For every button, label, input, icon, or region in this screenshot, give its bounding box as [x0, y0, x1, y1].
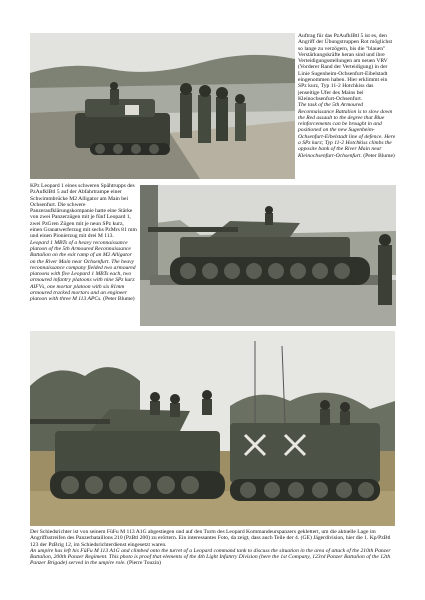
photo-leopard-bridge-image — [140, 185, 396, 326]
caption-bottom-credit: (Pierre Touzin) — [127, 560, 161, 567]
caption-bottom-english-text: An umpire has left his FüFu M 113 A1G and climbed onto the turret of a Leopard command tank to discuss the situation in the area of attack of the 210th Panzer Battalion, 200th Panzer Regiment. This photo is proof that elements of the 4th Light Infantry Division (here the 1st Company, 123rd Panzer Battalion of the 12th Panzer Brigade) served in the umpire role. — [30, 547, 391, 567]
caption-top-right-credit: (Peter Blume) — [363, 152, 395, 159]
caption-bottom-german: Der Schiedsrichter ist von seinem FüFu M 113 A1G abgestiegen und auf den Turm des Leopard Kommandeurspanzers geklettert, um die aktuelle Lage im Angriffsstreifen des Panzerbataillons 210 (PzBtl 200) zu erörtern. Ein interessantes Foto, da zeigt, dass auch Teile der 4. (GE) Jägerdivision, hier die 1. Kp/PzBtl 123 der PzBrig 12, im Schiedsrichterdienst eingesetzt waren. — [30, 529, 391, 548]
caption-top-right-german: Auftrag für das PzAufklBtl 5 ist es, den Angriff der Übungstruppen Rot möglichst so lange zu verzögern, bis die "blauen" Verstärkungskräfte heran sind und ihre Verteidigungsstellungen am neuen VRV (Vorderer Rand der Verteidigung) in der Linie Sugenheim-Ochsenfurt-Eibelstadt eingenommen haben. Hier erklimmt ein SPz kurz, Typ 11-2 Hotchkiss das jenseitige Ufer des Mains bei Kleinochsenfurt-Ochsenfurt. — [298, 33, 393, 102]
caption-bottom — [30, 529, 395, 567]
photo-leopard-bridge-ramp — [140, 185, 396, 326]
caption-bottom-english — [30, 548, 395, 567]
caption-top-right — [298, 33, 396, 159]
caption-middle-left-credit: (Peter Blume) — [103, 296, 135, 303]
photo-hotchkiss-image — [30, 33, 295, 179]
caption-top-right-english — [298, 102, 396, 159]
photo-hotchkiss-river-bank — [30, 33, 295, 179]
caption-middle-left-english-text: Leopard 1 MBTs of a heavy reconnaissance platoon of the 5th Armoured Reconnaissance Battalion on the exit ramp of an M2 Alligator on the River Main near Ochsenfurt. The heavy reconnaissance company fielded two armoured platoons with five Leopard 1 MBTs each, two armoured infantry platoons with nine SPz kurz AIFVs, one mortar platoon with six 81mm armoured tracked mortars and an engineer platoon with three M 113 APCs. — [30, 239, 136, 303]
caption-top-right-english-text: The task of the 5th Armoured Reconnaissance Battalion is to slow down the Red assault to the degree that Blue reinforcements can be brought in and positioned on the new Sugenheim-Ochsenfurt-Eibelstadt line of defence. Here a SPz kurz; Typ 11-2 Hotchkiss climbs the opposite bank of the River Main near Kleinochsenfurt-Ochsenfurt. — [298, 102, 396, 159]
photo-leopard-m113-field — [30, 331, 395, 526]
caption-middle-left — [30, 183, 137, 303]
caption-middle-left-german: KPz Leopard 1 eines schweren Spähtrupps des PzAufklBtl 5 auf der Abfahrtrampe einer Schwimmbrücke M2 Alligator am Main bei Ochsenfurt. Die schwere Panzeraufklärungskompanie hatte eine Stärke von zwei Panzerzügen mit je fünf Leopard 1, zwei PzGren Zügen mit je neun SPz kurz, einen Granatwerferzug mit sechs PzMrs 81 mm und einen Pionierzug mit drei M 113. — [30, 183, 137, 240]
photo-leopard-m113-image — [30, 331, 395, 526]
caption-middle-left-english — [30, 240, 137, 303]
